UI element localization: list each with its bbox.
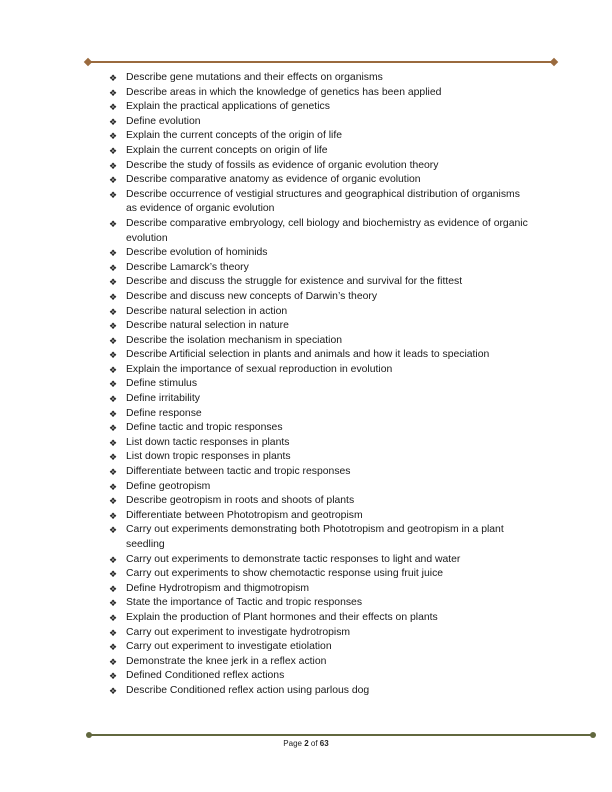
diamond-bullet-icon: ❖ (109, 87, 118, 98)
list-item (109, 377, 529, 392)
list-item-text: Explain the current concepts on origin of life (126, 144, 328, 156)
list-item-text: Describe comparative embryology, cell biology and biochemistry as evidence of organic evolution (126, 217, 528, 244)
list-item-text: Define irritability (126, 393, 200, 405)
diamond-bullet-icon: ❖ (109, 175, 118, 186)
diamond-bullet-icon: ❖ (109, 627, 118, 638)
diamond-bullet-icon: ❖ (109, 496, 118, 507)
list-item-text: Define tactic and tropic responses (126, 422, 283, 434)
list-item-text: Explain the production of Plant hormones and their effects on plants (126, 611, 438, 623)
list-item (109, 261, 529, 276)
list-item (109, 567, 529, 582)
list-item-text: Carry out experiment to investigate etiolation (126, 641, 332, 653)
list-item (109, 421, 529, 436)
list-item-text: Define geotropism (126, 480, 211, 492)
list-item (109, 509, 529, 524)
list-item (109, 275, 529, 290)
list-item-text: Describe the isolation mechanism in speciation (126, 334, 343, 346)
diamond-bullet-icon: ❖ (109, 452, 118, 463)
list-item-text: Describe occurrence of vestigial structures and geographical distribution of organisms as evidence of organic evolution (126, 188, 520, 215)
diamond-bullet-icon: ❖ (109, 131, 118, 142)
list-item (109, 494, 529, 509)
list-item-text: Describe and discuss the struggle for existence and survival for the fittest (126, 276, 463, 288)
diamond-bullet-icon: ❖ (109, 656, 118, 667)
list-item (109, 290, 529, 305)
list-item-text: Describe Lamarck’s theory (126, 261, 249, 273)
list-item-text: Defined Conditioned reflex actions (126, 670, 285, 682)
header-rule-left-diamond (84, 58, 92, 66)
list-item (109, 626, 529, 641)
diamond-bullet-icon: ❖ (109, 73, 118, 83)
list-item (109, 363, 529, 378)
list-item-text: Describe gene mutations and their effects on organisms (126, 72, 383, 83)
list-item (109, 450, 529, 465)
diamond-bullet-icon: ❖ (109, 350, 118, 361)
list-item-text: Explain the practical applications of genetics (126, 101, 330, 113)
list-item-text: List down tropic responses in plants (126, 451, 291, 463)
list-item (109, 480, 529, 495)
list-item (109, 71, 529, 86)
diamond-bullet-icon: ❖ (109, 612, 118, 623)
diamond-bullet-icon: ❖ (109, 598, 118, 609)
list-item-text: Carry out experiments demonstrating both Phototropism and geotropism in a plant seedling (126, 524, 504, 550)
diamond-bullet-icon: ❖ (109, 525, 118, 536)
diamond-bullet-icon: ❖ (109, 379, 118, 390)
list-item-text: Define response (126, 407, 202, 419)
list-item (109, 392, 529, 407)
diamond-bullet-icon: ❖ (109, 481, 118, 492)
diamond-bullet-icon: ❖ (109, 102, 118, 113)
footer-rule (89, 734, 593, 736)
diamond-bullet-icon: ❖ (109, 306, 118, 317)
diamond-bullet-icon: ❖ (109, 189, 118, 200)
total-pages: 63 (319, 739, 329, 748)
list-item-text: Describe geotropism in roots and shoots of plants (126, 495, 355, 507)
list-item-text: Explain the current concepts of the origin of life (126, 130, 343, 142)
diamond-bullet-icon: ❖ (109, 262, 118, 273)
list-item (109, 611, 529, 626)
list-item (109, 465, 529, 480)
list-item (109, 129, 529, 144)
list-item (109, 159, 529, 174)
diamond-bullet-icon: ❖ (109, 554, 118, 565)
list-item-text: Describe natural selection in action (126, 305, 288, 317)
list-item-text: Describe the study of fossils as evidence of organic evolution theory (126, 159, 439, 171)
list-item (109, 669, 529, 684)
diamond-bullet-icon: ❖ (109, 467, 118, 478)
list-item-text: Describe Conditioned reflex action using parlous dog (126, 684, 370, 696)
list-item (109, 115, 529, 130)
list-item-text: Define evolution (126, 115, 201, 127)
diamond-bullet-icon: ❖ (109, 394, 118, 405)
current-page: 2 (304, 739, 309, 748)
list-item-text: Define Hydrotropism and thigmotropism (126, 582, 310, 594)
page-label: Page (283, 739, 305, 748)
diamond-bullet-icon: ❖ (109, 160, 118, 171)
diamond-bullet-icon: ❖ (109, 423, 118, 434)
list-item (109, 305, 529, 320)
list-item (109, 655, 529, 670)
list-item-text: State the importance of Tactic and tropic responses (126, 597, 363, 609)
list-item (109, 348, 529, 363)
list-item-text: Explain the importance of sexual reproduction in evolution (126, 363, 393, 375)
diamond-bullet-icon: ❖ (109, 335, 118, 346)
header-rule-right-diamond (550, 58, 558, 66)
list-item (109, 319, 529, 334)
list-item-text: Carry out experiment to investigate hydrotropism (126, 626, 351, 638)
diamond-bullet-icon: ❖ (109, 218, 118, 229)
list-item (109, 144, 529, 159)
diamond-bullet-icon: ❖ (109, 671, 118, 682)
list-item (109, 640, 529, 655)
diamond-bullet-icon: ❖ (109, 408, 118, 419)
list-item (109, 596, 529, 611)
list-item (109, 334, 529, 349)
list-item (109, 100, 529, 115)
diamond-bullet-icon: ❖ (109, 364, 118, 375)
list-item (109, 217, 529, 246)
list-item (109, 188, 529, 217)
diamond-bullet-icon: ❖ (109, 569, 118, 580)
diamond-bullet-icon: ❖ (109, 685, 118, 696)
page-number (0, 739, 612, 748)
objectives-list (109, 71, 529, 699)
footer-rule-left-dot (86, 732, 92, 738)
diamond-bullet-icon: ❖ (109, 116, 118, 127)
diamond-bullet-icon: ❖ (109, 642, 118, 653)
list-item-text: Describe natural selection in nature (126, 320, 289, 332)
diamond-bullet-icon: ❖ (109, 437, 118, 448)
diamond-bullet-icon: ❖ (109, 510, 118, 521)
list-item-text: Differentiate between tactic and tropic responses (126, 466, 351, 478)
list-item (109, 436, 529, 451)
list-item-text: Demonstrate the knee jerk in a reflex action (126, 655, 327, 667)
footer-rule-right-dot (590, 732, 596, 738)
list-item-text: Carry out experiments to show chemotactic response using fruit juice (126, 568, 444, 580)
page-of-label: of (308, 739, 320, 748)
list-item (109, 173, 529, 188)
list-item-text: Differentiate between Phototropism and geotropism (126, 509, 363, 521)
diamond-bullet-icon: ❖ (109, 145, 118, 156)
list-item-text: List down tactic responses in plants (126, 436, 290, 448)
list-item (109, 246, 529, 261)
diamond-bullet-icon: ❖ (109, 321, 118, 332)
list-item-text: Describe areas in which the knowledge of genetics has been applied (126, 86, 442, 98)
header-rule (88, 61, 554, 63)
list-item-text: Describe evolution of hominids (126, 247, 268, 259)
diamond-bullet-icon: ❖ (109, 277, 118, 288)
list-item-text: Define stimulus (126, 378, 198, 390)
list-item-text: Describe Artificial selection in plants and animals and how it leads to speciation (126, 349, 490, 361)
list-item-text: Describe and discuss new concepts of Darwin’s theory (126, 290, 378, 302)
list-item (109, 407, 529, 422)
list-item-text: Carry out experiments to demonstrate tactic responses to light and water (126, 553, 461, 565)
list-item-text: Describe comparative anatomy as evidence of organic evolution (126, 174, 421, 186)
diamond-bullet-icon: ❖ (109, 583, 118, 594)
list-item (109, 582, 529, 597)
list-item (109, 523, 529, 552)
diamond-bullet-icon: ❖ (109, 248, 118, 259)
list-item (109, 86, 529, 101)
list-item (109, 684, 529, 699)
list-item (109, 553, 529, 568)
diamond-bullet-icon: ❖ (109, 291, 118, 302)
